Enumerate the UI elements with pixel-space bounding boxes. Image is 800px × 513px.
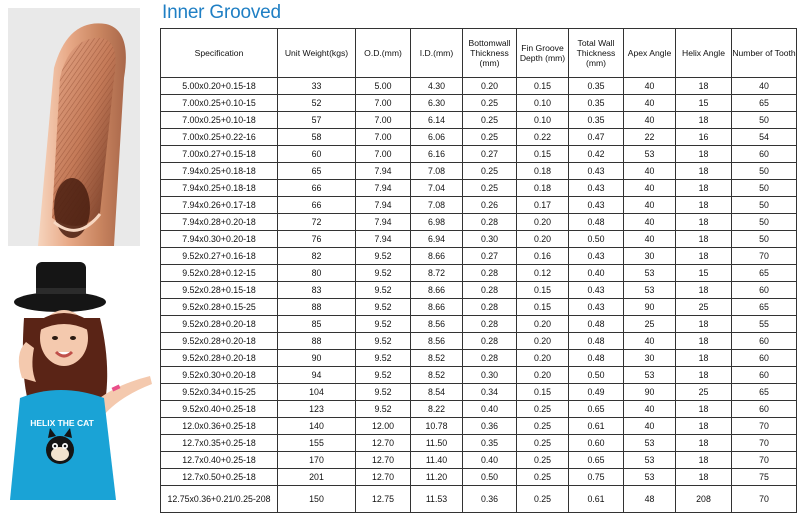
table-cell: 0.35 xyxy=(569,78,624,95)
table-cell: 0.75 xyxy=(569,469,624,486)
table-cell: 25 xyxy=(624,316,676,333)
table-cell: 53 xyxy=(624,282,676,299)
table-cell: 15 xyxy=(676,265,732,282)
table-cell: 7.00x0.27+0.15-18 xyxy=(161,146,278,163)
table-cell: 18 xyxy=(676,333,732,350)
table-cell: 0.43 xyxy=(569,163,624,180)
table-cell: 70 xyxy=(732,452,797,469)
table-cell: 9.52x0.34+0.15-25 xyxy=(161,384,278,401)
table-row xyxy=(161,350,797,367)
table-cell: 0.28 xyxy=(463,265,517,282)
table-cell: 22 xyxy=(624,129,676,146)
table-cell: 0.43 xyxy=(569,299,624,316)
table-cell: 60 xyxy=(732,367,797,384)
table-cell: 8.72 xyxy=(411,265,463,282)
table-row xyxy=(161,401,797,418)
table-cell: 0.20 xyxy=(517,333,569,350)
table-cell: 0.25 xyxy=(463,112,517,129)
table-cell: 9.52 xyxy=(356,282,411,299)
table-cell: 0.25 xyxy=(517,452,569,469)
table-cell: 0.30 xyxy=(463,231,517,248)
table-cell: 53 xyxy=(624,265,676,282)
table-cell: 150 xyxy=(278,486,356,513)
table-cell: 9.52 xyxy=(356,350,411,367)
table-cell: 0.25 xyxy=(463,163,517,180)
table-cell: 18 xyxy=(676,316,732,333)
table-row xyxy=(161,163,797,180)
table-cell: 7.94 xyxy=(356,180,411,197)
table-row xyxy=(161,299,797,316)
table-cell: 25 xyxy=(676,384,732,401)
table-cell: 0.18 xyxy=(517,163,569,180)
column-header: Number of Tooth xyxy=(732,29,797,78)
table-cell: 0.36 xyxy=(463,486,517,513)
table-row xyxy=(161,418,797,435)
table-cell: 50 xyxy=(732,112,797,129)
copper-tube-photo xyxy=(8,8,140,246)
table-cell: 0.25 xyxy=(517,435,569,452)
table-cell: 0.27 xyxy=(463,248,517,265)
table-cell: 0.28 xyxy=(463,282,517,299)
table-cell: 90 xyxy=(624,299,676,316)
table-cell: 0.20 xyxy=(517,367,569,384)
table-cell: 8.56 xyxy=(411,333,463,350)
table-cell: 53 xyxy=(624,435,676,452)
table-cell: 40 xyxy=(732,78,797,95)
table-cell: 66 xyxy=(278,180,356,197)
table-cell: 18 xyxy=(676,418,732,435)
table-row xyxy=(161,384,797,401)
table-cell: 9.52x0.28+0.12-15 xyxy=(161,265,278,282)
table-cell: 8.52 xyxy=(411,350,463,367)
table-cell: 9.52 xyxy=(356,333,411,350)
table-cell: 7.94 xyxy=(356,163,411,180)
table-cell: 40 xyxy=(624,180,676,197)
table-cell: 9.52x0.28+0.15-18 xyxy=(161,282,278,299)
table-cell: 50 xyxy=(732,180,797,197)
table-cell: 9.52 xyxy=(356,316,411,333)
table-cell: 0.43 xyxy=(569,180,624,197)
table-cell: 0.43 xyxy=(569,248,624,265)
column-header: Fin Groove Depth (mm) xyxy=(517,29,569,78)
table-cell: 155 xyxy=(278,435,356,452)
table-cell: 50 xyxy=(732,231,797,248)
table-cell: 0.12 xyxy=(517,265,569,282)
table-cell: 0.18 xyxy=(517,180,569,197)
table-cell: 90 xyxy=(278,350,356,367)
table-cell: 70 xyxy=(732,248,797,265)
table-cell: 33 xyxy=(278,78,356,95)
table-row xyxy=(161,180,797,197)
table-cell: 12.70 xyxy=(356,435,411,452)
table-cell: 88 xyxy=(278,333,356,350)
table-cell: 7.94 xyxy=(356,214,411,231)
table-cell: 7.08 xyxy=(411,163,463,180)
table-cell: 60 xyxy=(278,146,356,163)
table-cell: 60 xyxy=(732,401,797,418)
table-cell: 11.40 xyxy=(411,452,463,469)
table-row xyxy=(161,333,797,350)
table-cell: 6.94 xyxy=(411,231,463,248)
table-cell: 65 xyxy=(732,95,797,112)
column-header: Helix Angle xyxy=(676,29,732,78)
table-cell: 72 xyxy=(278,214,356,231)
table-row xyxy=(161,129,797,146)
table-cell: 88 xyxy=(278,299,356,316)
table-cell: 9.52 xyxy=(356,401,411,418)
table-cell: 9.52 xyxy=(356,248,411,265)
table-row xyxy=(161,197,797,214)
table-cell: 6.14 xyxy=(411,112,463,129)
table-row xyxy=(161,95,797,112)
table-cell: 18 xyxy=(676,282,732,299)
table-cell: 48 xyxy=(624,486,676,513)
table-cell: 11.20 xyxy=(411,469,463,486)
table-cell: 0.50 xyxy=(463,469,517,486)
table-cell: 50 xyxy=(732,197,797,214)
table-cell: 0.26 xyxy=(463,197,517,214)
table-cell: 0.15 xyxy=(517,299,569,316)
table-cell: 70 xyxy=(732,486,797,513)
table-cell: 0.16 xyxy=(517,248,569,265)
table-header-row xyxy=(161,29,797,78)
table-cell: 18 xyxy=(676,214,732,231)
table-cell: 18 xyxy=(676,469,732,486)
table-cell: 60 xyxy=(732,282,797,299)
table-cell: 0.48 xyxy=(569,316,624,333)
inner-grooved-spec-table xyxy=(160,28,797,513)
table-cell: 0.60 xyxy=(569,435,624,452)
table-cell: 40 xyxy=(624,163,676,180)
table-cell: 0.34 xyxy=(463,384,517,401)
table-cell: 7.00 xyxy=(356,95,411,112)
table-cell: 6.06 xyxy=(411,129,463,146)
table-cell: 7.00 xyxy=(356,112,411,129)
table-cell: 0.10 xyxy=(517,112,569,129)
table-cell: 60 xyxy=(732,146,797,163)
table-cell: 65 xyxy=(732,299,797,316)
column-header: Total Wall Thickness (mm) xyxy=(569,29,624,78)
table-cell: 170 xyxy=(278,452,356,469)
table-cell: 0.20 xyxy=(463,78,517,95)
table-cell: 6.98 xyxy=(411,214,463,231)
table-cell: 6.30 xyxy=(411,95,463,112)
table-row xyxy=(161,316,797,333)
table-cell: 0.49 xyxy=(569,384,624,401)
table-cell: 18 xyxy=(676,452,732,469)
table-row xyxy=(161,248,797,265)
table-cell: 0.48 xyxy=(569,350,624,367)
table-cell: 9.52 xyxy=(356,367,411,384)
table-cell: 7.00 xyxy=(356,146,411,163)
table-row xyxy=(161,214,797,231)
table-cell: 0.15 xyxy=(517,146,569,163)
table-cell: 0.10 xyxy=(517,95,569,112)
table-cell: 0.17 xyxy=(517,197,569,214)
table-row xyxy=(161,435,797,452)
table-cell: 0.22 xyxy=(517,129,569,146)
table-cell: 50 xyxy=(732,214,797,231)
table-cell: 12.7x0.50+0.25-18 xyxy=(161,469,278,486)
table-cell: 80 xyxy=(278,265,356,282)
table-row xyxy=(161,282,797,299)
table-cell: 7.94x0.25+0.18-18 xyxy=(161,163,278,180)
table-cell: 0.20 xyxy=(517,350,569,367)
table-cell: 18 xyxy=(676,350,732,367)
table-cell: 18 xyxy=(676,112,732,129)
table-row xyxy=(161,469,797,486)
table-cell: 0.40 xyxy=(463,401,517,418)
table-cell: 30 xyxy=(624,350,676,367)
table-cell: 55 xyxy=(732,316,797,333)
table-cell: 53 xyxy=(624,367,676,384)
table-cell: 18 xyxy=(676,78,732,95)
table-cell: 0.28 xyxy=(463,299,517,316)
table-cell: 12.75 xyxy=(356,486,411,513)
table-cell: 10.78 xyxy=(411,418,463,435)
table-cell: 0.28 xyxy=(463,214,517,231)
table-cell: 76 xyxy=(278,231,356,248)
table-cell: 0.25 xyxy=(463,180,517,197)
table-row xyxy=(161,231,797,248)
table-cell: 9.52x0.27+0.16-18 xyxy=(161,248,278,265)
table-cell: 82 xyxy=(278,248,356,265)
table-cell: 65 xyxy=(732,265,797,282)
table-cell: 0.50 xyxy=(569,367,624,384)
table-cell: 9.52x0.28+0.20-18 xyxy=(161,333,278,350)
table-cell: 7.94x0.30+0.20-18 xyxy=(161,231,278,248)
table-cell: 140 xyxy=(278,418,356,435)
table-cell: 208 xyxy=(676,486,732,513)
table-cell: 18 xyxy=(676,367,732,384)
table-cell: 7.04 xyxy=(411,180,463,197)
table-cell: 66 xyxy=(278,197,356,214)
table-cell: 12.75x0.36+0.21/0.25-208 xyxy=(161,486,278,513)
table-cell: 0.40 xyxy=(569,265,624,282)
table-cell: 40 xyxy=(624,333,676,350)
table-cell: 9.52x0.28+0.20-18 xyxy=(161,316,278,333)
table-cell: 0.42 xyxy=(569,146,624,163)
table-cell: 25 xyxy=(676,299,732,316)
table-cell: 12.7x0.40+0.25-18 xyxy=(161,452,278,469)
table-cell: 0.27 xyxy=(463,146,517,163)
table-cell: 18 xyxy=(676,248,732,265)
table-cell: 0.35 xyxy=(463,435,517,452)
table-cell: 0.25 xyxy=(463,129,517,146)
table-cell: 7.00x0.25+0.10-15 xyxy=(161,95,278,112)
table-cell: 60 xyxy=(732,350,797,367)
table-cell: 6.16 xyxy=(411,146,463,163)
table-cell: 8.54 xyxy=(411,384,463,401)
table-cell: 8.56 xyxy=(411,316,463,333)
table-cell: 0.15 xyxy=(517,384,569,401)
table-cell: 0.30 xyxy=(463,367,517,384)
table-row xyxy=(161,146,797,163)
table-cell: 7.94 xyxy=(356,231,411,248)
table-cell: 8.52 xyxy=(411,367,463,384)
table-cell: 15 xyxy=(676,95,732,112)
shirt-print-text: HELIX THE CAT xyxy=(30,418,94,428)
table-cell: 0.25 xyxy=(517,401,569,418)
table-cell: 53 xyxy=(624,469,676,486)
table-cell: 50 xyxy=(732,163,797,180)
table-cell: 0.43 xyxy=(569,197,624,214)
table-cell: 11.50 xyxy=(411,435,463,452)
table-cell: 40 xyxy=(624,197,676,214)
table-cell: 12.7x0.35+0.25-18 xyxy=(161,435,278,452)
table-cell: 12.0x0.36+0.25-18 xyxy=(161,418,278,435)
table-cell: 4.30 xyxy=(411,78,463,95)
column-header: I.D.(mm) xyxy=(411,29,463,78)
table-cell: 0.50 xyxy=(569,231,624,248)
table-cell: 9.52x0.28+0.20-18 xyxy=(161,350,278,367)
table-row xyxy=(161,112,797,129)
table-cell: 8.66 xyxy=(411,299,463,316)
table-cell: 0.36 xyxy=(463,418,517,435)
table-row xyxy=(161,452,797,469)
table-cell: 52 xyxy=(278,95,356,112)
table-cell: 7.00x0.25+0.10-18 xyxy=(161,112,278,129)
table-cell: 8.66 xyxy=(411,282,463,299)
table-cell: 83 xyxy=(278,282,356,299)
table-cell: 123 xyxy=(278,401,356,418)
table-cell: 9.52 xyxy=(356,384,411,401)
table-cell: 57 xyxy=(278,112,356,129)
table-cell: 40 xyxy=(624,214,676,231)
column-header: O.D.(mm) xyxy=(356,29,411,78)
table-cell: 12.70 xyxy=(356,469,411,486)
table-cell: 9.52 xyxy=(356,265,411,282)
table-cell: 0.48 xyxy=(569,333,624,350)
table-cell: 0.15 xyxy=(517,282,569,299)
table-cell: 0.47 xyxy=(569,129,624,146)
table-cell: 18 xyxy=(676,435,732,452)
table-cell: 16 xyxy=(676,129,732,146)
table-cell: 0.20 xyxy=(517,316,569,333)
table-cell: 0.20 xyxy=(517,231,569,248)
table-cell: 90 xyxy=(624,384,676,401)
table-cell: 0.15 xyxy=(517,78,569,95)
table-cell: 0.28 xyxy=(463,333,517,350)
column-header: Apex Angle xyxy=(624,29,676,78)
table-cell: 85 xyxy=(278,316,356,333)
table-cell: 0.25 xyxy=(517,418,569,435)
table-cell: 9.52x0.40+0.25-18 xyxy=(161,401,278,418)
table-cell: 75 xyxy=(732,469,797,486)
table-cell: 0.25 xyxy=(463,95,517,112)
table-cell: 5.00 xyxy=(356,78,411,95)
table-cell: 7.00 xyxy=(356,129,411,146)
table-cell: 9.52x0.30+0.20-18 xyxy=(161,367,278,384)
table-cell: 0.25 xyxy=(517,486,569,513)
table-cell: 58 xyxy=(278,129,356,146)
column-header: Unit Weight(kgs) xyxy=(278,29,356,78)
table-cell: 7.00x0.25+0.22-16 xyxy=(161,129,278,146)
table-cell: 0.61 xyxy=(569,486,624,513)
table-cell: 18 xyxy=(676,180,732,197)
table-cell: 70 xyxy=(732,435,797,452)
table-cell: 0.20 xyxy=(517,214,569,231)
table-cell: 0.48 xyxy=(569,214,624,231)
table-cell: 7.94x0.25+0.18-18 xyxy=(161,180,278,197)
table-cell: 40 xyxy=(624,418,676,435)
table-cell: 0.35 xyxy=(569,95,624,112)
table-cell: 94 xyxy=(278,367,356,384)
table-cell: 12.00 xyxy=(356,418,411,435)
page-title: Inner Grooved xyxy=(162,2,281,23)
table-cell: 0.40 xyxy=(463,452,517,469)
table-cell: 104 xyxy=(278,384,356,401)
table-cell: 9.52 xyxy=(356,299,411,316)
table-cell: 0.28 xyxy=(463,316,517,333)
table-cell: 30 xyxy=(624,248,676,265)
table-cell: 7.94 xyxy=(356,197,411,214)
table-cell: 7.08 xyxy=(411,197,463,214)
table-cell: 65 xyxy=(278,163,356,180)
table-cell: 40 xyxy=(624,231,676,248)
table-cell: 0.35 xyxy=(569,112,624,129)
table-cell: 8.22 xyxy=(411,401,463,418)
table-cell: 53 xyxy=(624,452,676,469)
table-cell: 40 xyxy=(624,78,676,95)
table-cell: 7.94x0.26+0.17-18 xyxy=(161,197,278,214)
table-cell: 40 xyxy=(624,95,676,112)
table-cell: 8.66 xyxy=(411,248,463,265)
table-cell: 201 xyxy=(278,469,356,486)
table-cell: 60 xyxy=(732,333,797,350)
table-cell: 0.28 xyxy=(463,350,517,367)
table-cell: 0.25 xyxy=(517,469,569,486)
table-row xyxy=(161,367,797,384)
table-cell: 40 xyxy=(624,401,676,418)
table-cell: 40 xyxy=(624,112,676,129)
table-row xyxy=(161,78,797,95)
table-cell: 11.53 xyxy=(411,486,463,513)
table-cell: 0.65 xyxy=(569,401,624,418)
table-row xyxy=(161,265,797,282)
table-cell: 18 xyxy=(676,163,732,180)
table-cell: 18 xyxy=(676,401,732,418)
table-body xyxy=(161,78,797,513)
table-cell: 53 xyxy=(624,146,676,163)
table-cell: 12.70 xyxy=(356,452,411,469)
table-cell: 54 xyxy=(732,129,797,146)
table-cell: 18 xyxy=(676,197,732,214)
table-cell: 70 xyxy=(732,418,797,435)
table-cell: 18 xyxy=(676,231,732,248)
table-cell: 9.52x0.28+0.15-25 xyxy=(161,299,278,316)
column-header: Bottomwall Thickness (mm) xyxy=(463,29,517,78)
table-cell: 5.00x0.20+0.15-18 xyxy=(161,78,278,95)
table-row xyxy=(161,486,797,513)
table-cell: 0.43 xyxy=(569,282,624,299)
table-cell: 0.61 xyxy=(569,418,624,435)
girl-mascot-photo xyxy=(0,258,158,500)
table-cell: 18 xyxy=(676,146,732,163)
table-cell: 7.94x0.28+0.20-18 xyxy=(161,214,278,231)
table-cell: 65 xyxy=(732,384,797,401)
table-cell: 0.65 xyxy=(569,452,624,469)
column-header: Specification xyxy=(161,29,278,78)
